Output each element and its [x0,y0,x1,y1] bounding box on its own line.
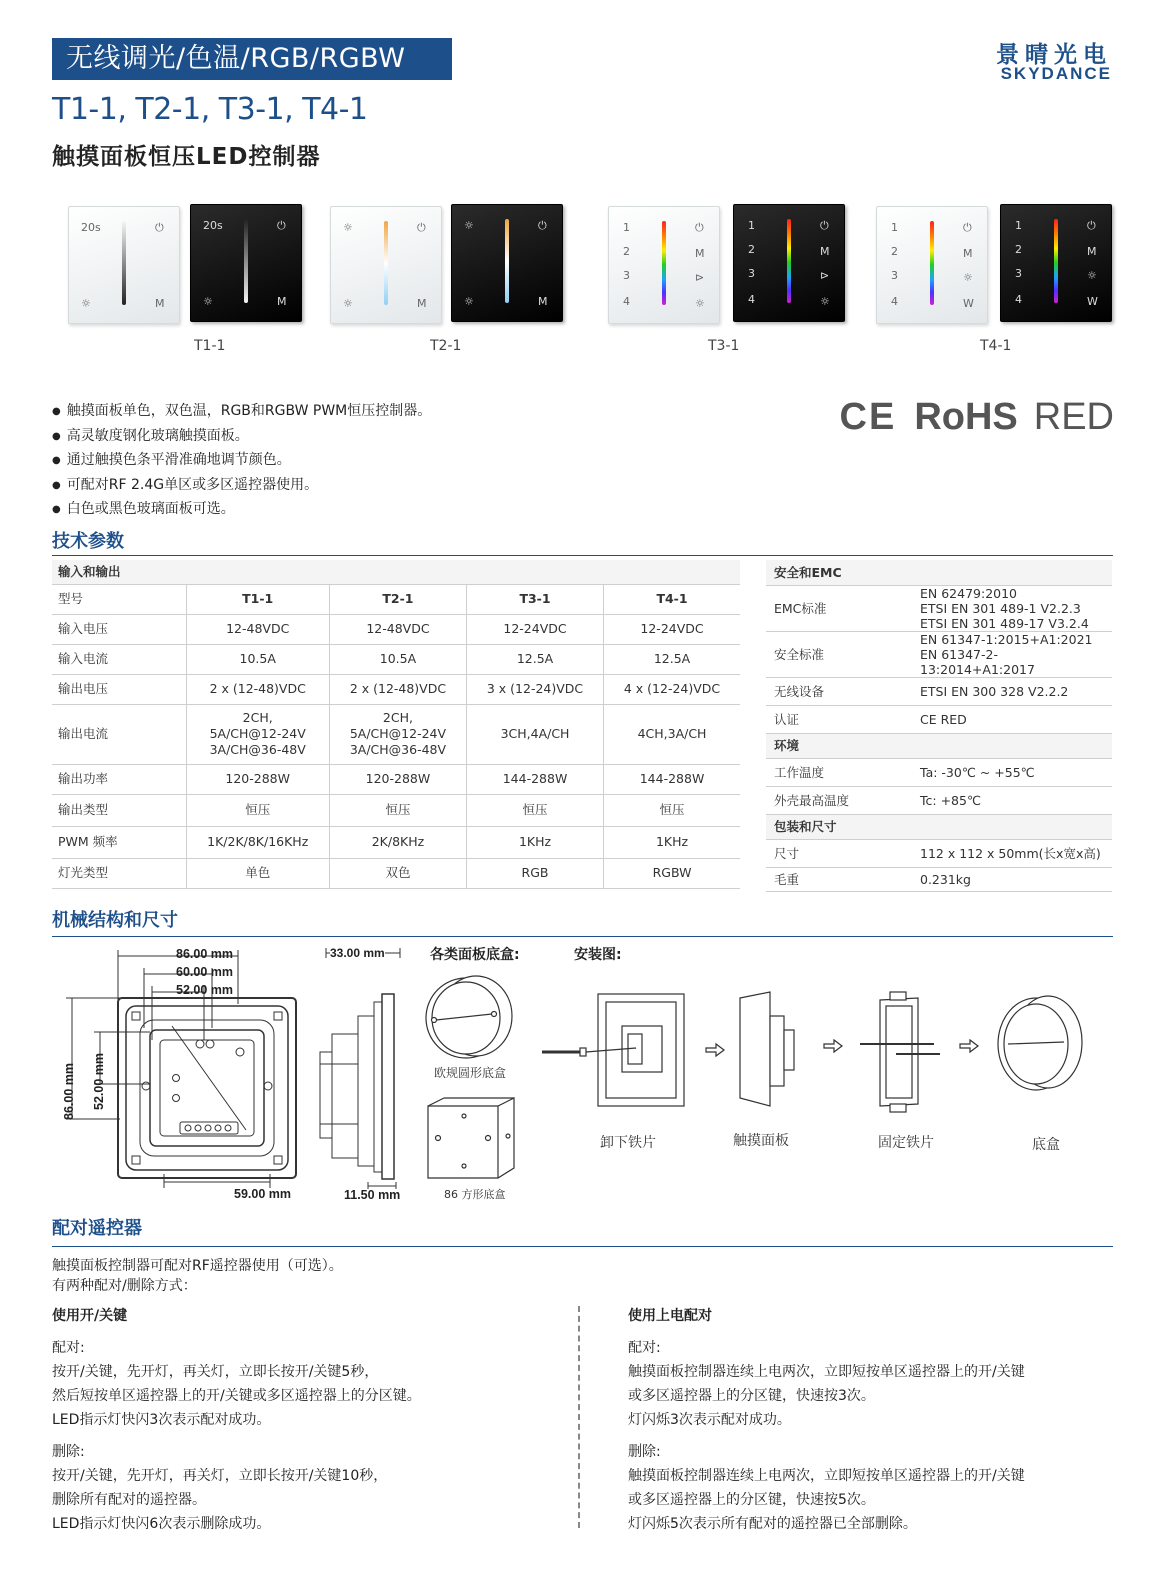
table-row [52,704,740,764]
table-row [52,858,740,888]
panel-key-icon: ⏻ [277,219,286,232]
panel-key-icon: 2 [1015,243,1022,256]
feature-item: ● 可配对RF 2.4G单区或多区遥控器使用。 [52,474,431,499]
panel-key-icon: 1 [1015,219,1022,232]
table-cell: 4CH,3A/CH [604,704,740,764]
table-row [52,674,740,704]
panel-key-icon: ☼ [1087,269,1097,282]
pairing-line: 或多区遥控器上的分区键，快速按3次。 [628,1388,875,1404]
spec-value: 112 x 112 x 50mm(长x宽x高) [916,839,1112,867]
panel-label: T1-1 [194,338,226,354]
panel-label: T3-1 [708,338,740,354]
pairing-intro-line: 触摸面板控制器可配对RF遥控器使用（可选）。 [52,1258,343,1274]
pairing-poweron-heading: 使用上电配对 [628,1308,712,1324]
panel-key-icon: ☼ [820,295,830,308]
table-row-label: 输入电压 [52,614,186,644]
table-row [766,867,1112,891]
side-view-drawing [312,944,412,1189]
specs-title: 技术参数 [52,531,124,552]
dim-86-width: 86.00 mm [176,947,233,961]
touch-panel-white [68,206,180,324]
panel-key-icon: 3 [891,269,898,282]
panel-key-icon: 4 [623,295,630,308]
panel-key-icon: ☼ [203,295,213,308]
table-column-header: T2-1 [329,584,466,614]
spec-label: 毛重 [766,867,916,891]
table-cell: 120-288W [186,764,329,794]
table-cell: 恒压 [186,794,329,826]
table-cell: 2 x (12-48)VDC [186,674,329,704]
panel-key-icon: 20s [81,221,101,234]
pairing-onoff-heading: 使用开/关键 [52,1308,128,1324]
delete-label: 删除: [52,1444,85,1460]
pairing-poweron-column [628,1304,1118,1544]
table-cell: 3 x (12-24)VDC [466,674,603,704]
touch-panel-black [451,204,563,322]
color-strip [122,221,126,305]
product-subtitle: 触摸面板恒压LED控制器 [52,144,321,170]
round-box-drawing [420,970,520,1066]
round-box-caption: 欧规圆形底盒 [434,1066,507,1080]
panel-key-icon: M [695,247,705,260]
table-cell: 恒压 [329,794,466,826]
table-cell: 2 x (12-48)VDC [329,674,466,704]
panel-key-icon: ⏻ [695,221,704,234]
feature-item: ● 通过触摸色条平滑准确地调节颜色。 [52,449,431,474]
panel-key-icon: 2 [891,245,898,258]
red-mark: RED [1033,396,1114,438]
io-section-header: 输入和输出 [52,560,740,584]
table-cell: 1K/2K/8K/16KHz [186,826,329,858]
panel-key-icon: M [155,297,165,310]
table-cell: 2CH, 5A/CH@12-24V 3A/CH@36-48V [186,704,329,764]
color-strip [244,219,248,303]
panel-key-icon: ⏻ [1087,219,1096,232]
table-cell: 10.5A [186,644,329,674]
touch-panel-white [608,206,720,324]
panel-key-icon: M [1087,245,1097,258]
table-cell: 双色 [329,858,466,888]
specs-rule [52,555,1113,556]
table-column-header: T3-1 [466,584,603,614]
panel-key-icon: 1 [748,219,755,232]
pairing-line: 灯闪烁3次表示配对成功。 [628,1412,791,1428]
panel-key-icon: W [1087,295,1098,308]
dim-86-height: 86.00 mm [62,1063,76,1120]
table-cell: 恒压 [604,794,740,826]
delete-line: 灯闪烁5次表示所有配对的遥控器已全部删除。 [628,1516,917,1532]
pairing-title: 配对遥控器 [52,1218,142,1239]
table-cell: 单色 [186,858,329,888]
table-column-header: T1-1 [186,584,329,614]
panel-key-icon: M [277,295,287,308]
delete-line: LED指示灯快闪6次表示删除成功。 [52,1516,271,1532]
panel-key-icon: 4 [1015,293,1022,306]
pairing-line: 按开/关键，先开灯，再关灯，立即长按开/关键5秒， [52,1364,379,1380]
pairing-line: 触摸面板控制器连续上电两次，立即短按单区遥控器上的开/关键 [628,1364,1025,1380]
panel-key-icon: ⏻ [155,221,164,234]
spec-section-header: 包装和尺寸 [766,814,1112,839]
pairing-label: 配对: [52,1340,85,1356]
delete-label: 删除: [628,1444,661,1460]
title-banner: 无线调光/色温/RGB/RGBW [52,38,452,80]
touch-panel-white [330,206,442,324]
spec-value: EN 62479:2010 ETSI EN 301 489-1 V2.2.3 ETSI EN 301 489-17 V3.2.4 [916,585,1112,631]
color-strip [787,219,791,303]
table-row-label: 输出电压 [52,674,186,704]
panel-key-icon: ⏻ [417,221,426,234]
panel-key-icon: M [538,295,548,308]
spec-label: 安全标准 [766,631,916,677]
spec-value: EN 61347-1:2015+A1:2021 EN 61347-2-13:2014+A1:2017 [916,631,1112,677]
panel-key-icon: ☼ [464,295,474,308]
spec-value: ETSI EN 300 328 V2.2.2 [916,677,1112,705]
table-row-label: 输入电流 [52,644,186,674]
panel-key-icon: 1 [891,221,898,234]
panel-key-icon: ☼ [963,271,973,284]
table-cell: 恒压 [466,794,603,826]
spec-label: 认证 [766,705,916,733]
column-divider [578,1306,580,1528]
table-cell: 3CH,4A/CH [466,704,603,764]
panel-key-icon: 2 [623,245,630,258]
panel-key-icon: ☼ [343,297,353,310]
panel-key-icon: ☼ [695,297,705,310]
panel-key-icon: 3 [1015,267,1022,280]
table-cell: 2K/8KHz [329,826,466,858]
panel-key-icon: ☼ [343,221,353,234]
install-title: 安装图: [574,947,622,963]
table-row [766,839,1112,867]
panel-key-icon: ☼ [81,297,91,310]
pairing-line: 然后短按单区遥控器上的开/关键或多区遥控器上的分区键。 [52,1388,421,1404]
table-row-label: 输出类型 [52,794,186,826]
install-drawing [540,986,1110,1116]
dim-60-width: 60.00 mm [176,965,233,979]
dim-33-depth: 33.00 mm [330,946,385,960]
table-cell: 120-288W [329,764,466,794]
brand-name-en: SKYDANCE [1000,64,1112,83]
table-row [766,585,1112,631]
panel-key-icon: ⏻ [820,219,829,232]
panel-label: T4-1 [980,338,1012,354]
table-row-label: 灯光类型 [52,858,186,888]
table-cell: RGB [466,858,603,888]
feature-item: ● 高灵敏度钢化玻璃触摸面板。 [52,425,431,450]
table-cell: RGBW [604,858,740,888]
touch-panel-black [1000,204,1112,322]
table-cell: 12-48VDC [186,614,329,644]
step-label-4: 底盒 [1032,1137,1060,1153]
color-strip [930,221,934,305]
table-row [52,644,740,674]
table-cell: 12-48VDC [329,614,466,644]
touch-panel-black [733,204,845,322]
table-row-label: PWM 频率 [52,826,186,858]
step-label-3: 固定铁片 [878,1135,934,1151]
panel-key-icon: 1 [623,221,630,234]
square-box-drawing [424,1096,520,1182]
safety-table [766,560,1112,892]
table-cell: 2CH, 5A/CH@12-24V 3A/CH@36-48V [329,704,466,764]
delete-line: 删除所有配对的遥控器。 [52,1492,206,1508]
feature-item: ● 白色或黑色玻璃面板可选。 [52,498,431,523]
table-row [52,764,740,794]
panel-key-icon: W [963,297,974,310]
table-row-label: 输出电流 [52,704,186,764]
pairing-line: LED指示灯快闪3次表示配对成功。 [52,1412,271,1428]
spec-section-header: 环境 [766,733,1112,758]
table-row [766,677,1112,705]
table-cell: 4 x (12-24)VDC [604,674,740,704]
panel-key-icon: ⊳ [820,269,830,282]
panel-key-icon: 3 [748,267,755,280]
panel-key-icon: M [417,297,427,310]
table-cell: 12.5A [466,644,603,674]
spec-section-header: 安全和EMC [766,560,1112,585]
delete-line: 或多区遥控器上的分区键，快速按5次。 [628,1492,875,1508]
boxes-title: 各类面板底盒: [430,947,520,963]
pairing-label: 配对: [628,1340,661,1356]
table-cell: 144-288W [466,764,603,794]
model-numbers: T1-1, T2-1, T3-1, T4-1 [52,92,368,127]
panel-label: T2-1 [430,338,462,354]
dim-52-width: 52.00 mm [176,983,233,997]
color-strip [662,221,666,305]
table-cell: 10.5A [329,644,466,674]
spec-value: 0.231kg [916,867,1112,891]
feature-list [52,400,431,523]
touch-panel-black [190,204,302,322]
table-column-header: T4-1 [604,584,740,614]
io-table [52,560,740,889]
touch-panel-white [876,206,988,324]
feature-item: ● 触摸面板单色，双色温，RGB和RGBW PWM恒压控制器。 [52,400,431,425]
pairing-intro [52,1256,343,1296]
color-strip [505,219,509,303]
step-label-2: 触摸面板 [733,1133,789,1149]
table-cell: 144-288W [604,764,740,794]
panel-key-icon: 4 [891,295,898,308]
panel-key-icon: ⏻ [538,219,547,232]
table-row [766,758,1112,786]
certification-marks [840,396,1114,439]
ce-mark: CE [839,396,897,438]
spec-label: 外壳最高温度 [766,786,916,814]
panel-key-icon: M [963,247,973,260]
dim-52-height: 52.00 mm [92,1053,106,1110]
panel-key-icon: 2 [748,243,755,256]
color-strip [1054,219,1058,303]
square-box-caption: 86 方形底盒 [444,1188,506,1201]
delete-line: 按开/关键，先开灯，再关灯，立即长按开/关键10秒， [52,1468,388,1484]
dim-11-5: 11.50 mm [344,1188,401,1202]
table-row-label: 输出功率 [52,764,186,794]
table-column-header: 型号 [52,584,186,614]
spec-value: CE RED [916,705,1112,733]
spec-value: Ta: -30℃ ~ +55℃ [916,758,1112,786]
pairing-intro-line: 有两种配对/删除方式： [52,1278,197,1294]
panel-key-icon: M [820,245,830,258]
panel-key-icon: 4 [748,293,755,306]
table-row [52,614,740,644]
mechanical-rule [52,936,1113,937]
spec-value: Tc: +85℃ [916,786,1112,814]
table-row [52,826,740,858]
panel-key-icon: ⏻ [963,221,972,234]
table-cell: 12.5A [604,644,740,674]
spec-label: 尺寸 [766,839,916,867]
color-strip [384,221,388,305]
mechanical-title: 机械结构和尺寸 [52,910,178,931]
spec-label: 无线设备 [766,677,916,705]
step-label-1: 卸下铁片 [600,1135,656,1151]
panel-key-icon: ☼ [464,219,474,232]
table-row [766,631,1112,677]
delete-line: 触摸面板控制器连续上电两次，立即短按单区遥控器上的开/关键 [628,1468,1025,1484]
table-cell: 1KHz [604,826,740,858]
panel-key-icon: 3 [623,269,630,282]
table-cell: 12-24VDC [466,614,603,644]
brand-name-cn: 景晴光电 [996,42,1112,68]
dim-59-bottom: 59.00 mm [234,1187,291,1201]
pairing-rule [52,1246,1113,1247]
panel-key-icon: 20s [203,219,223,232]
spec-label: EMC标准 [766,585,916,631]
table-row [766,705,1112,733]
pairing-onoff-column [52,1304,572,1544]
table-row [52,794,740,826]
panel-key-icon: ⊳ [695,271,705,284]
table-cell: 12-24VDC [604,614,740,644]
table-row [766,786,1112,814]
spec-label: 工作温度 [766,758,916,786]
table-cell: 1KHz [466,826,603,858]
rohs-mark: RoHS [914,396,1018,438]
